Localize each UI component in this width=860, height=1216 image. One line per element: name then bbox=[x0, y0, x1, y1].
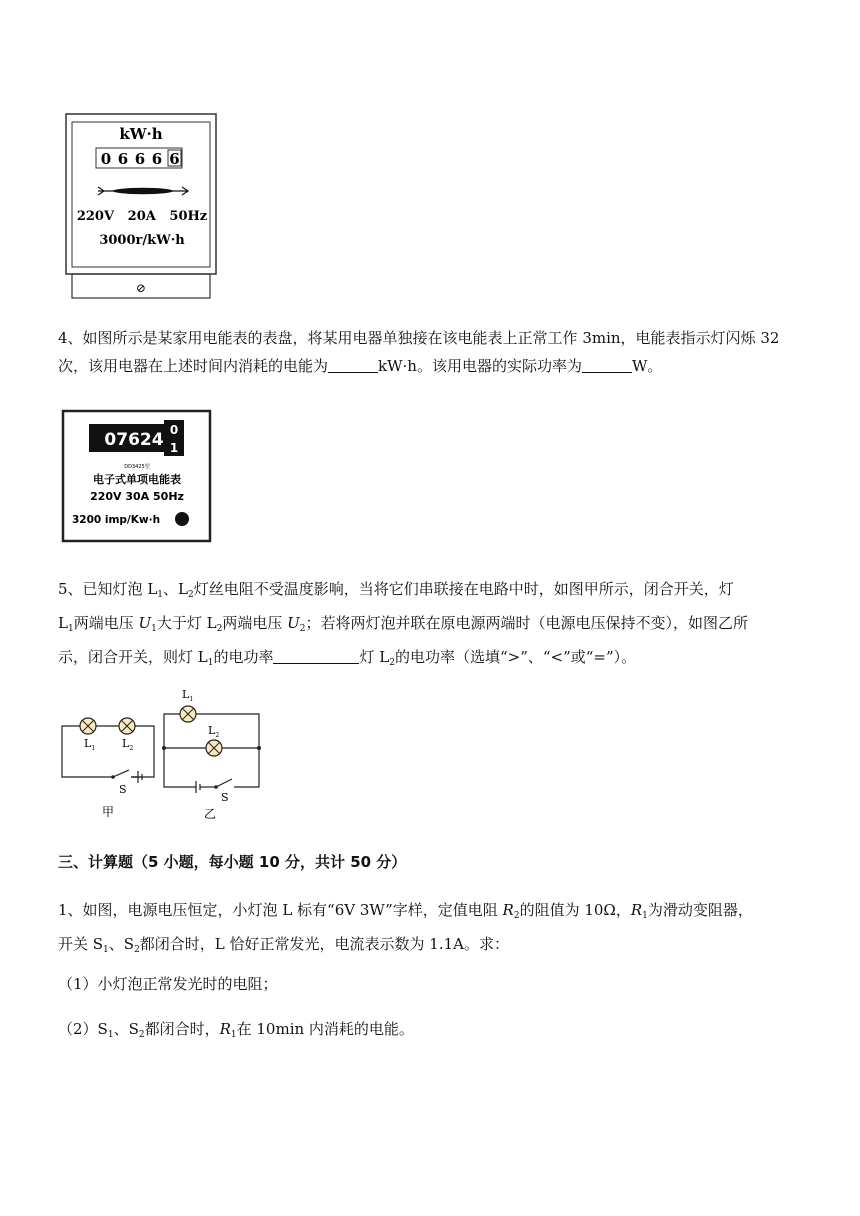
q5-text: 的电功率 bbox=[213, 648, 274, 666]
q5-text: 两端电压 bbox=[73, 614, 139, 632]
meter2-decimal-top: 0 bbox=[169, 423, 179, 437]
c1-q2-text: （2）S bbox=[58, 1020, 108, 1038]
c1-subscript: 2 bbox=[138, 1030, 145, 1040]
q5-text: 两端电压 bbox=[222, 614, 288, 632]
q5-subscript: 2 bbox=[187, 590, 194, 600]
c1-subscript: 1 bbox=[103, 945, 109, 955]
q5-subscript: 1 bbox=[67, 624, 74, 634]
q5-text: ；若将两灯泡并联在原电源两端时（电源电压保持不变），如图乙所 bbox=[305, 614, 749, 632]
q4-blank-power[interactable] bbox=[582, 356, 632, 373]
c1-subscript: 1 bbox=[642, 911, 648, 921]
q4-text-1: 、如图所示是某家用电能表的表盘，将某用电器单独接在该电能表上正常工作 3min，电能表指示灯闪烁 32 次，该用电器在上述时间内消耗的电能为 bbox=[58, 329, 780, 375]
q5-text: L bbox=[58, 614, 68, 632]
c1-r2-symbol: R bbox=[502, 901, 514, 919]
section-3-heading: 三、计算题（5 小题，每小题 10 分，共计 50 分） bbox=[58, 853, 407, 871]
q4-blank-energy[interactable] bbox=[328, 356, 378, 373]
q5-text: 、L bbox=[163, 580, 188, 598]
c1-q2-text: 、S bbox=[113, 1020, 139, 1038]
label-switch-s: S bbox=[119, 783, 127, 796]
q5-text: 的电功率（选填“>”、“<”或“=”）。 bbox=[394, 648, 637, 666]
meter1-rotor-disc bbox=[98, 187, 188, 195]
q4-text-2: kW·h。该用电器的实际功率为 bbox=[378, 357, 582, 375]
meter1-digit: 6 bbox=[151, 150, 163, 168]
calc-question-1-part-2 bbox=[58, 1015, 803, 1049]
label-l1-parallel: $L_1$ bbox=[182, 688, 194, 703]
switch-s-parallel-icon bbox=[215, 779, 232, 788]
c1-text: 开关 S bbox=[58, 935, 104, 953]
c1-q1-text: （1）小灯泡正常发光时的电阻； bbox=[58, 975, 278, 993]
q5-subscript: 1 bbox=[207, 658, 214, 668]
meter1-digit: 0 bbox=[100, 150, 112, 168]
bulb-l1-parallel-icon bbox=[180, 706, 196, 722]
q5-text: 示，闭合开关，则灯 L bbox=[58, 648, 208, 666]
meter1-digit: 6 bbox=[134, 150, 146, 168]
meter1-digit-window bbox=[96, 148, 182, 168]
meter2-model: DD3425型 bbox=[124, 464, 150, 470]
c1-r1-symbol: R bbox=[630, 901, 643, 919]
meter1-digit: 6 bbox=[117, 150, 129, 168]
electronic-meter-figure bbox=[58, 403, 218, 545]
q4-number: 4 bbox=[58, 329, 68, 347]
q5-u2-symbol: U bbox=[287, 614, 300, 632]
q5-text: 灯 L bbox=[359, 648, 390, 666]
c1-text: 的阻值为 10Ω， bbox=[519, 901, 631, 919]
label-switch-s-parallel: S bbox=[221, 791, 229, 804]
q5-text: 灯丝电阻不受温度影响，当将它们串联接在电路中时，如图甲所示，闭合开关，灯 bbox=[193, 580, 734, 598]
label-yi: 乙 bbox=[204, 807, 217, 821]
meter2-reading: 07624 bbox=[104, 430, 164, 450]
bulb-l1-icon bbox=[80, 718, 96, 734]
label-jia: 甲 bbox=[102, 805, 115, 819]
meter1-constant: 3000r/kW·h bbox=[99, 233, 185, 248]
meter1-knob-icon: ⊘ bbox=[135, 281, 147, 295]
question-5 bbox=[58, 575, 803, 677]
meter1-rating: 220V 20A 50Hz bbox=[76, 209, 208, 224]
q5-subscript: 1 bbox=[157, 590, 164, 600]
c1-number: 1 bbox=[58, 901, 68, 919]
c1-q2-text: 在 10min 内消耗的电能。 bbox=[236, 1020, 414, 1038]
c1-text: 、S bbox=[108, 935, 135, 953]
circuit-diagrams bbox=[56, 684, 276, 824]
meter2-rating: 220V 30A 50Hz bbox=[90, 490, 184, 503]
mechanical-meter-figure bbox=[60, 112, 220, 302]
q5-subscript: 2 bbox=[216, 624, 223, 634]
c1-subscript: 2 bbox=[134, 945, 140, 955]
bulb-l2-icon bbox=[119, 718, 135, 734]
c1-q2-text: 都闭合时， bbox=[144, 1020, 220, 1038]
switch-s-icon bbox=[112, 770, 131, 782]
calc-question-1-part-1 bbox=[58, 970, 803, 998]
q5-u1-symbol: U bbox=[138, 614, 152, 632]
meter2-constant: 3200 imp/Kw·h bbox=[72, 514, 161, 526]
q5-subscript: 2 bbox=[299, 624, 306, 634]
c1-q2-r1-symbol: R bbox=[219, 1020, 231, 1038]
q5-number: 5 bbox=[58, 580, 68, 598]
q5-answer-blank[interactable] bbox=[273, 647, 359, 664]
label-l1: $L_1$ bbox=[84, 737, 96, 752]
meter2-decimal-bottom: 1 bbox=[169, 441, 179, 455]
question-4 bbox=[58, 324, 803, 380]
meter1-digit: 6 bbox=[169, 150, 180, 168]
c1-subscript: 1 bbox=[107, 1030, 114, 1040]
c1-text: 为滑动变阻器， bbox=[647, 901, 753, 919]
meter2-indicator-light bbox=[175, 512, 189, 526]
label-l2-parallel: $L_2$ bbox=[208, 724, 220, 739]
q4-text-3: W。 bbox=[631, 357, 663, 375]
q5-text: 大于灯 L bbox=[156, 614, 217, 632]
meter1-unit: kW·h bbox=[119, 125, 163, 143]
bulb-l2-parallel-icon bbox=[206, 740, 222, 756]
calc-question-1 bbox=[58, 896, 803, 964]
q5-subscript: 1 bbox=[151, 624, 157, 634]
c1-text: 、如图，电源电压恒定，小灯泡 L 标有“6V 3W”字样，定值电阻 bbox=[67, 901, 503, 919]
meter2-title: 电子式单项电能表 bbox=[93, 473, 181, 486]
c1-subscript: 2 bbox=[513, 911, 520, 921]
q5-subscript: 2 bbox=[389, 658, 395, 668]
label-l2: $L_2$ bbox=[122, 737, 134, 752]
c1-text: 都闭合时，L 恰好正常发光，电流表示数为 1.1A。求： bbox=[139, 935, 509, 953]
q5-text: 、已知灯泡 L bbox=[67, 580, 158, 598]
c1-subscript: 1 bbox=[230, 1030, 237, 1040]
series-circuit-jia bbox=[62, 726, 154, 783]
